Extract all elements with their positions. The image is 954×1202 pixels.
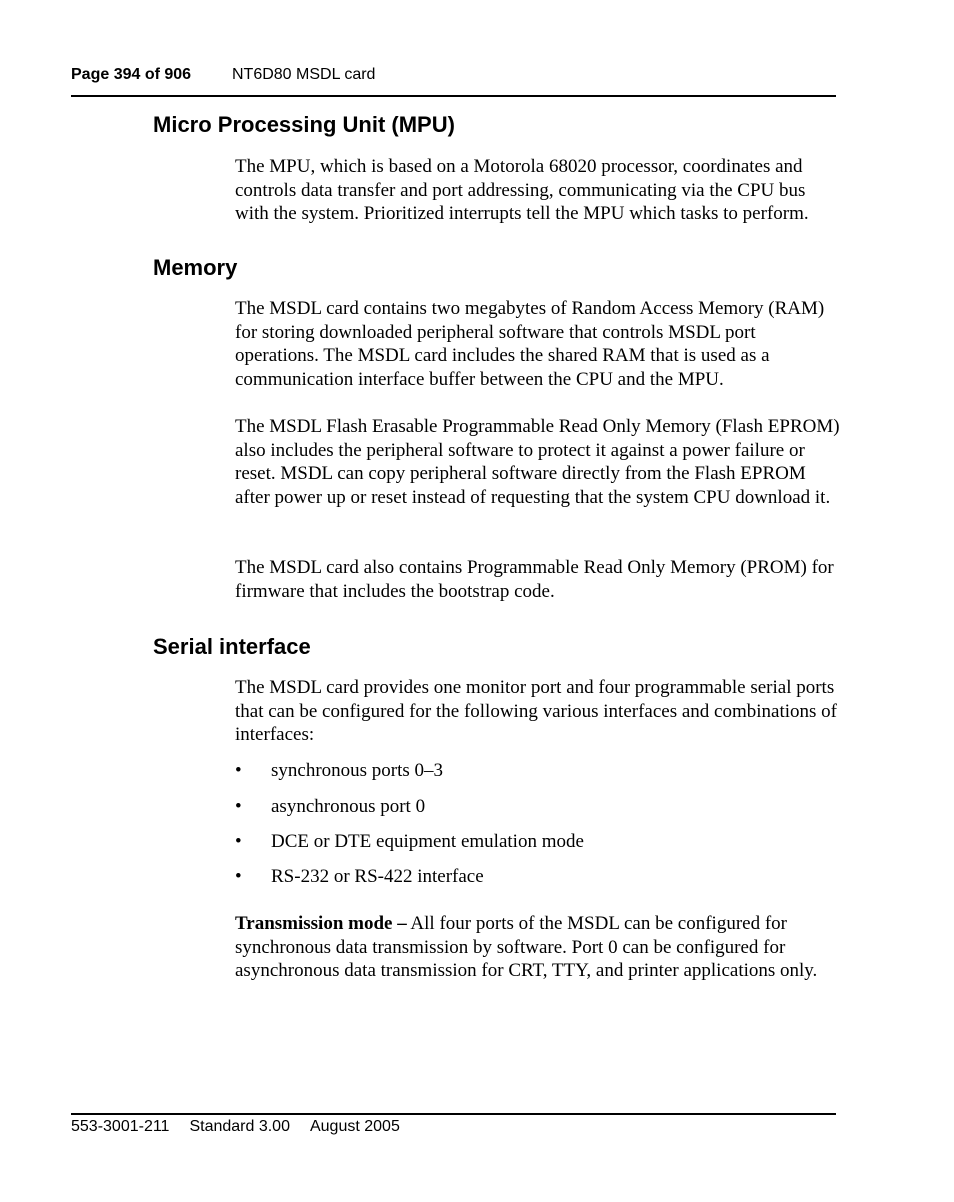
paragraph-memory-ram: The MSDL card contains two megabytes of Random Access Memory (RAM) for storing downloaded peripheral software that controls MSDL port operations. The MSDL card includes the shared RAM that is used as a communication interface buffer between the CPU and the MPU.: [235, 298, 825, 390]
bullet-marker: •: [235, 760, 242, 781]
list-item-text: synchronous ports 0–3: [271, 760, 444, 781]
footer-rule: [71, 1113, 836, 1115]
paragraph-transmission-mode: [235, 912, 840, 983]
paragraph-serial-intro: The MSDL card provides one monitor port and four programmable serial ports that can be configured for the following various interfaces and combinations of interfaces:: [235, 677, 837, 746]
list-item-text: asynchronous port 0: [271, 796, 426, 817]
list-item-text: DCE or DTE equipment emulation mode: [271, 831, 584, 852]
transmission-mode-text: All four ports of the MSDL can be configured for synchronous data transmission by software. Port 0 can be configured for asynchronous data transmission for CRT, TTY, and printer applications only.: [235, 913, 818, 982]
heading-memory: Memory: [153, 255, 238, 280]
footer-doc-number: 553-3001-211: [71, 1118, 170, 1135]
header-rule: [71, 95, 836, 97]
transmission-mode-label: Transmission mode –: [235, 913, 407, 934]
paragraph-memory-flash: The MSDL Flash Erasable Programmable Read Only Memory (Flash EPROM) also includes the peripheral software to protect it against a power failure or reset. MSDL can copy peripheral software directly from the Flash EPROM after power up or reset instead of requesting that the system CPU download it.: [235, 416, 840, 508]
bullet-marker: •: [235, 796, 242, 817]
footer-date: August 2005: [309, 1118, 400, 1135]
page-header: [71, 66, 836, 88]
paragraph-memory-prom: The MSDL card also contains Programmable Read Only Memory (PROM) for firmware that includes the bootstrap code.: [235, 557, 834, 602]
footer-standard: Standard 3.00: [189, 1118, 290, 1135]
bullet-marker: •: [235, 866, 242, 887]
heading-mpu: Micro Processing Unit (MPU): [153, 112, 455, 137]
paragraph-mpu: The MPU, which is based on a Motorola 68020 processor, coordinates and controls data transfer and port addressing, communicating via the CPU bus with the system. Prioritized interrupts tell the MPU which tasks to perform.: [235, 156, 809, 225]
document-title: NT6D80 MSDL card: [232, 66, 376, 83]
page-footer: [71, 1118, 400, 1136]
page-number: Page 394 of 906: [71, 66, 192, 83]
heading-serial-interface: Serial interface: [153, 634, 311, 659]
bullet-marker: •: [235, 831, 242, 852]
list-item-text: RS-232 or RS-422 interface: [271, 866, 484, 887]
